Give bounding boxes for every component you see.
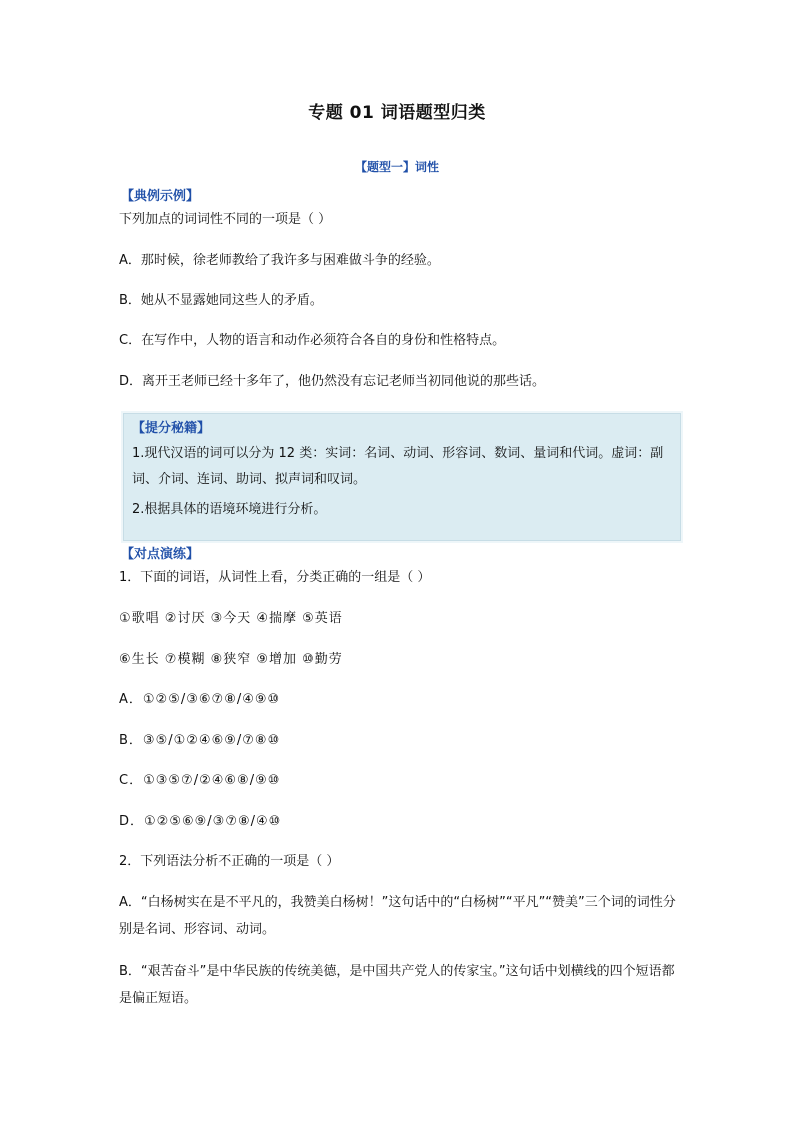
example-option-d: D．离开王老师已经十多年了，他仍然没有忘记老师当初同他说的那些话。 [119,374,546,389]
q1-option-d: D．①②⑤⑥⑨/③⑦⑧/④⑩ [119,814,282,829]
section-subtitle: 【题型一】词性 [354,160,439,174]
q2-option-a: A．“白杨树实在是不平凡的，我赞美白杨树！”这句话中的“白杨树”“平凡”“赞美”三个词的词性分别是名词、形容词、动词。 [119,895,676,937]
practice-header: 【对点演练】 [121,547,200,562]
page-title: 专题 01 词语题型归类 [308,103,486,123]
tips-text-1: 1.现代汉语的词可以分为 12 类：实词：名词、动词、形容词、数词、量词和代词。虚词：副词、介词、连词、助词、拟声词和叹词。 [132,446,664,487]
tips-text-2: 2.根据具体的语境环境进行分析。 [132,502,327,517]
q1-words-row-2: ⑥生长 ⑦模糊 ⑧狭窄 ⑨增加 ⑩勤劳 [119,652,343,667]
example-header: 【典例示例】 [121,189,200,204]
q1-option-a: A．①②⑤/③⑥⑦⑧/④⑨⑩ [119,692,281,707]
tips-box [123,413,681,541]
q2-question: 2．下列语法分析不正确的一项是（ ） [119,854,340,869]
q1-option-c: C．①③⑤⑦/②④⑥⑧/⑨⑩ [119,773,281,788]
example-option-b: B．她从不显露她同这些人的矛盾。 [119,293,323,308]
q2-option-b: B．“艰苦奋斗”是中华民族的传统美德，是中国共产党人的传家宝。”这句话中划横线的四个短语都是偏正短语。 [119,964,675,1006]
q1-words-row-1: ①歌唱 ②讨厌 ③今天 ④揣摩 ⑤英语 [119,611,343,626]
example-question: 下列加点的词词性不同的一项是（ ） [119,212,332,227]
q1-question: 1．下面的词语，从词性上看，分类正确的一组是（ ） [119,570,431,585]
tips-header: 【提分秘籍】 [132,421,211,436]
example-option-a: A．那时候，徐老师教给了我许多与困难做斗争的经验。 [119,253,440,268]
q1-option-b: B．③⑤/①②④⑥⑨/⑦⑧⑩ [119,733,281,748]
example-option-c: C．在写作中，人物的语言和动作必须符合各自的身份和性格特点。 [119,333,506,348]
